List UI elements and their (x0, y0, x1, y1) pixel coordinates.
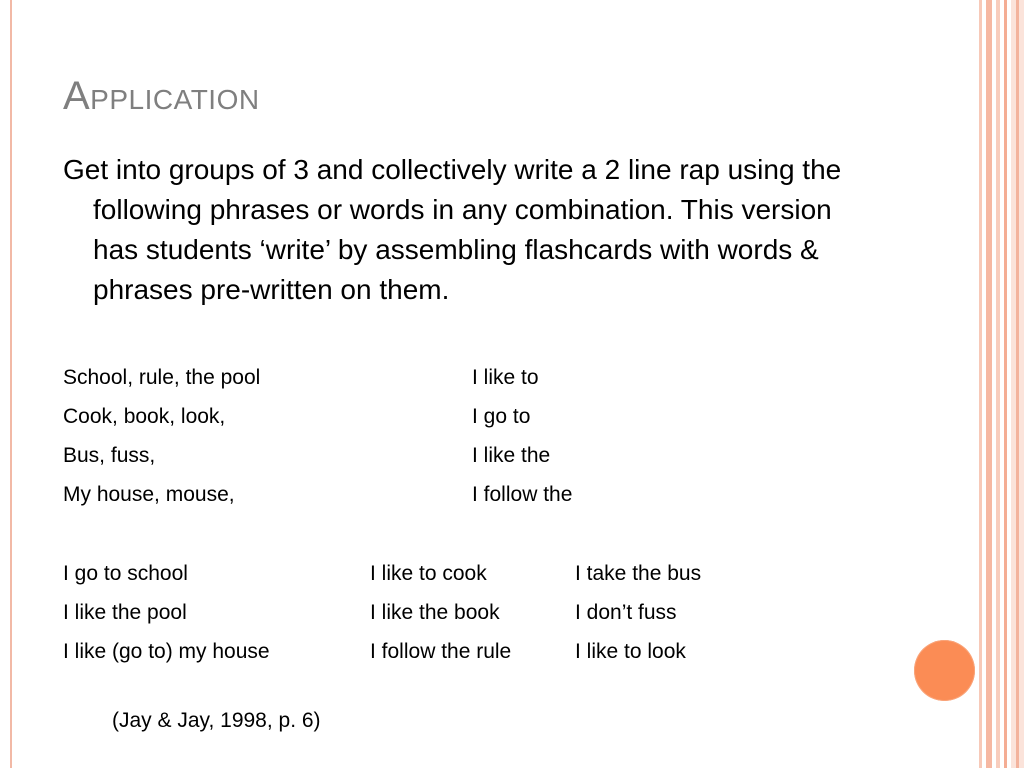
right-stripe-1 (979, 0, 982, 768)
citation: (Jay & Jay, 1998, p. 6) (112, 709, 321, 732)
phrase-row-2-col-3: I don’t fuss (575, 601, 677, 624)
right-stripe-3 (996, 0, 1000, 768)
phrase-row-3-col-2: I follow the rule (370, 640, 512, 663)
phrase-row-3-col-1: I like (go to) my house (63, 640, 270, 663)
phrase-row-1-col-2: I like to cook (370, 562, 487, 585)
word-pair-right-1: I like to (472, 366, 539, 389)
word-pair-left-4: My house, mouse, (63, 483, 235, 506)
word-pair-right-3: I like the (472, 444, 551, 467)
word-pair-right-4: I follow the (472, 483, 573, 506)
right-stripe-2 (986, 0, 992, 768)
slide-title: Application (63, 74, 260, 118)
word-pair-right-2: I go to (472, 405, 531, 428)
intro-paragraph: Get into groups of 3 and collectively write a 2 line rap using the following phrases or words in any combination. This version has students ‘write’ by assembling flashcards with words & phrases pre-written on them. (63, 154, 842, 305)
orange-dot-decoration (914, 640, 975, 701)
word-pair-left-1: School, rule, the pool (63, 366, 261, 389)
left-border-line (10, 0, 12, 768)
phrase-row-2-col-2: I like the book (370, 601, 500, 624)
phrase-row-2-col-1: I like the pool (63, 601, 187, 624)
word-pair-left-3: Bus, fuss, (63, 444, 156, 467)
word-pair-left-2: Cook, book, look, (63, 405, 226, 428)
right-stripe-6 (1016, 0, 1019, 768)
phrase-row-3-col-3: I like to look (575, 640, 686, 663)
phrase-row-1-col-1: I go to school (63, 562, 188, 585)
phrase-row-1-col-3: I take the bus (575, 562, 702, 585)
right-stripe-4 (1004, 0, 1007, 768)
